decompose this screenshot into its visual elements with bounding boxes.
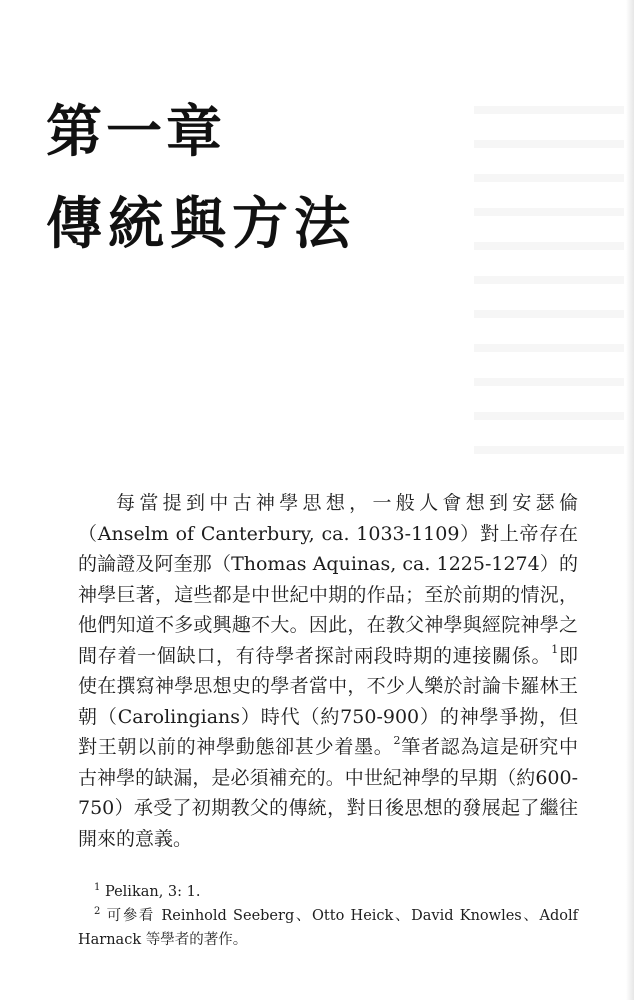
paragraph-1 [78,488,578,854]
page-edge [626,0,634,1000]
footnote-2 [78,904,578,952]
footnote-ref-1[interactable]: 1 [551,642,559,656]
footnote-ref-2[interactable]: 2 [393,734,401,747]
sentence-2: 即使在撰寫神學思想史的學者當中，不少人樂於討論卡羅林王朝（Carolingians）時代（約750-900）的神學爭拗，但對王朝以前的神學動態卻甚少着墨。 [78,644,578,758]
sentence-3: 筆者認為這是研究中古神學的缺漏，是必須補充的。中世紀神學的早期（約600-750）承受了初期教父的傳統，對日後思想的發展起了繼往開來的意義。 [78,736,578,850]
sentence-1: 每當提到中古神學思想，一般人會想到安瑟倫（Anselm of Canterbury, ca. 1033-1109）對上帝存在的論證及阿奎那（Thomas Aquinas, ca. 1225-1274）的神學巨著，這些都是中世紀中期的作品；至於前期的情況，他們知道不多或興趣不大。因此，在教父神學與經院神學之間存着一個缺口，有待學者探討兩段時期的連接關係。 [78,492,578,667]
footnote-marker-1: 1 [94,882,101,893]
chapter-title: 傳統與方法 [46,191,356,257]
footnote-1 [78,880,578,904]
footnote-text-1: Pelikan, 3: 1. [104,884,201,900]
chapter-number: 第一章 [46,99,226,165]
show-through-text [474,80,624,460]
body-paragraph [78,488,578,854]
footnote-text-2: 可參看 Reinhold Seeberg、Otto Heick、David Knowles、Adolf Harnack 等學者的著作。 [78,908,579,948]
footnotes [78,880,578,952]
footnote-marker-2: 2 [94,906,101,917]
